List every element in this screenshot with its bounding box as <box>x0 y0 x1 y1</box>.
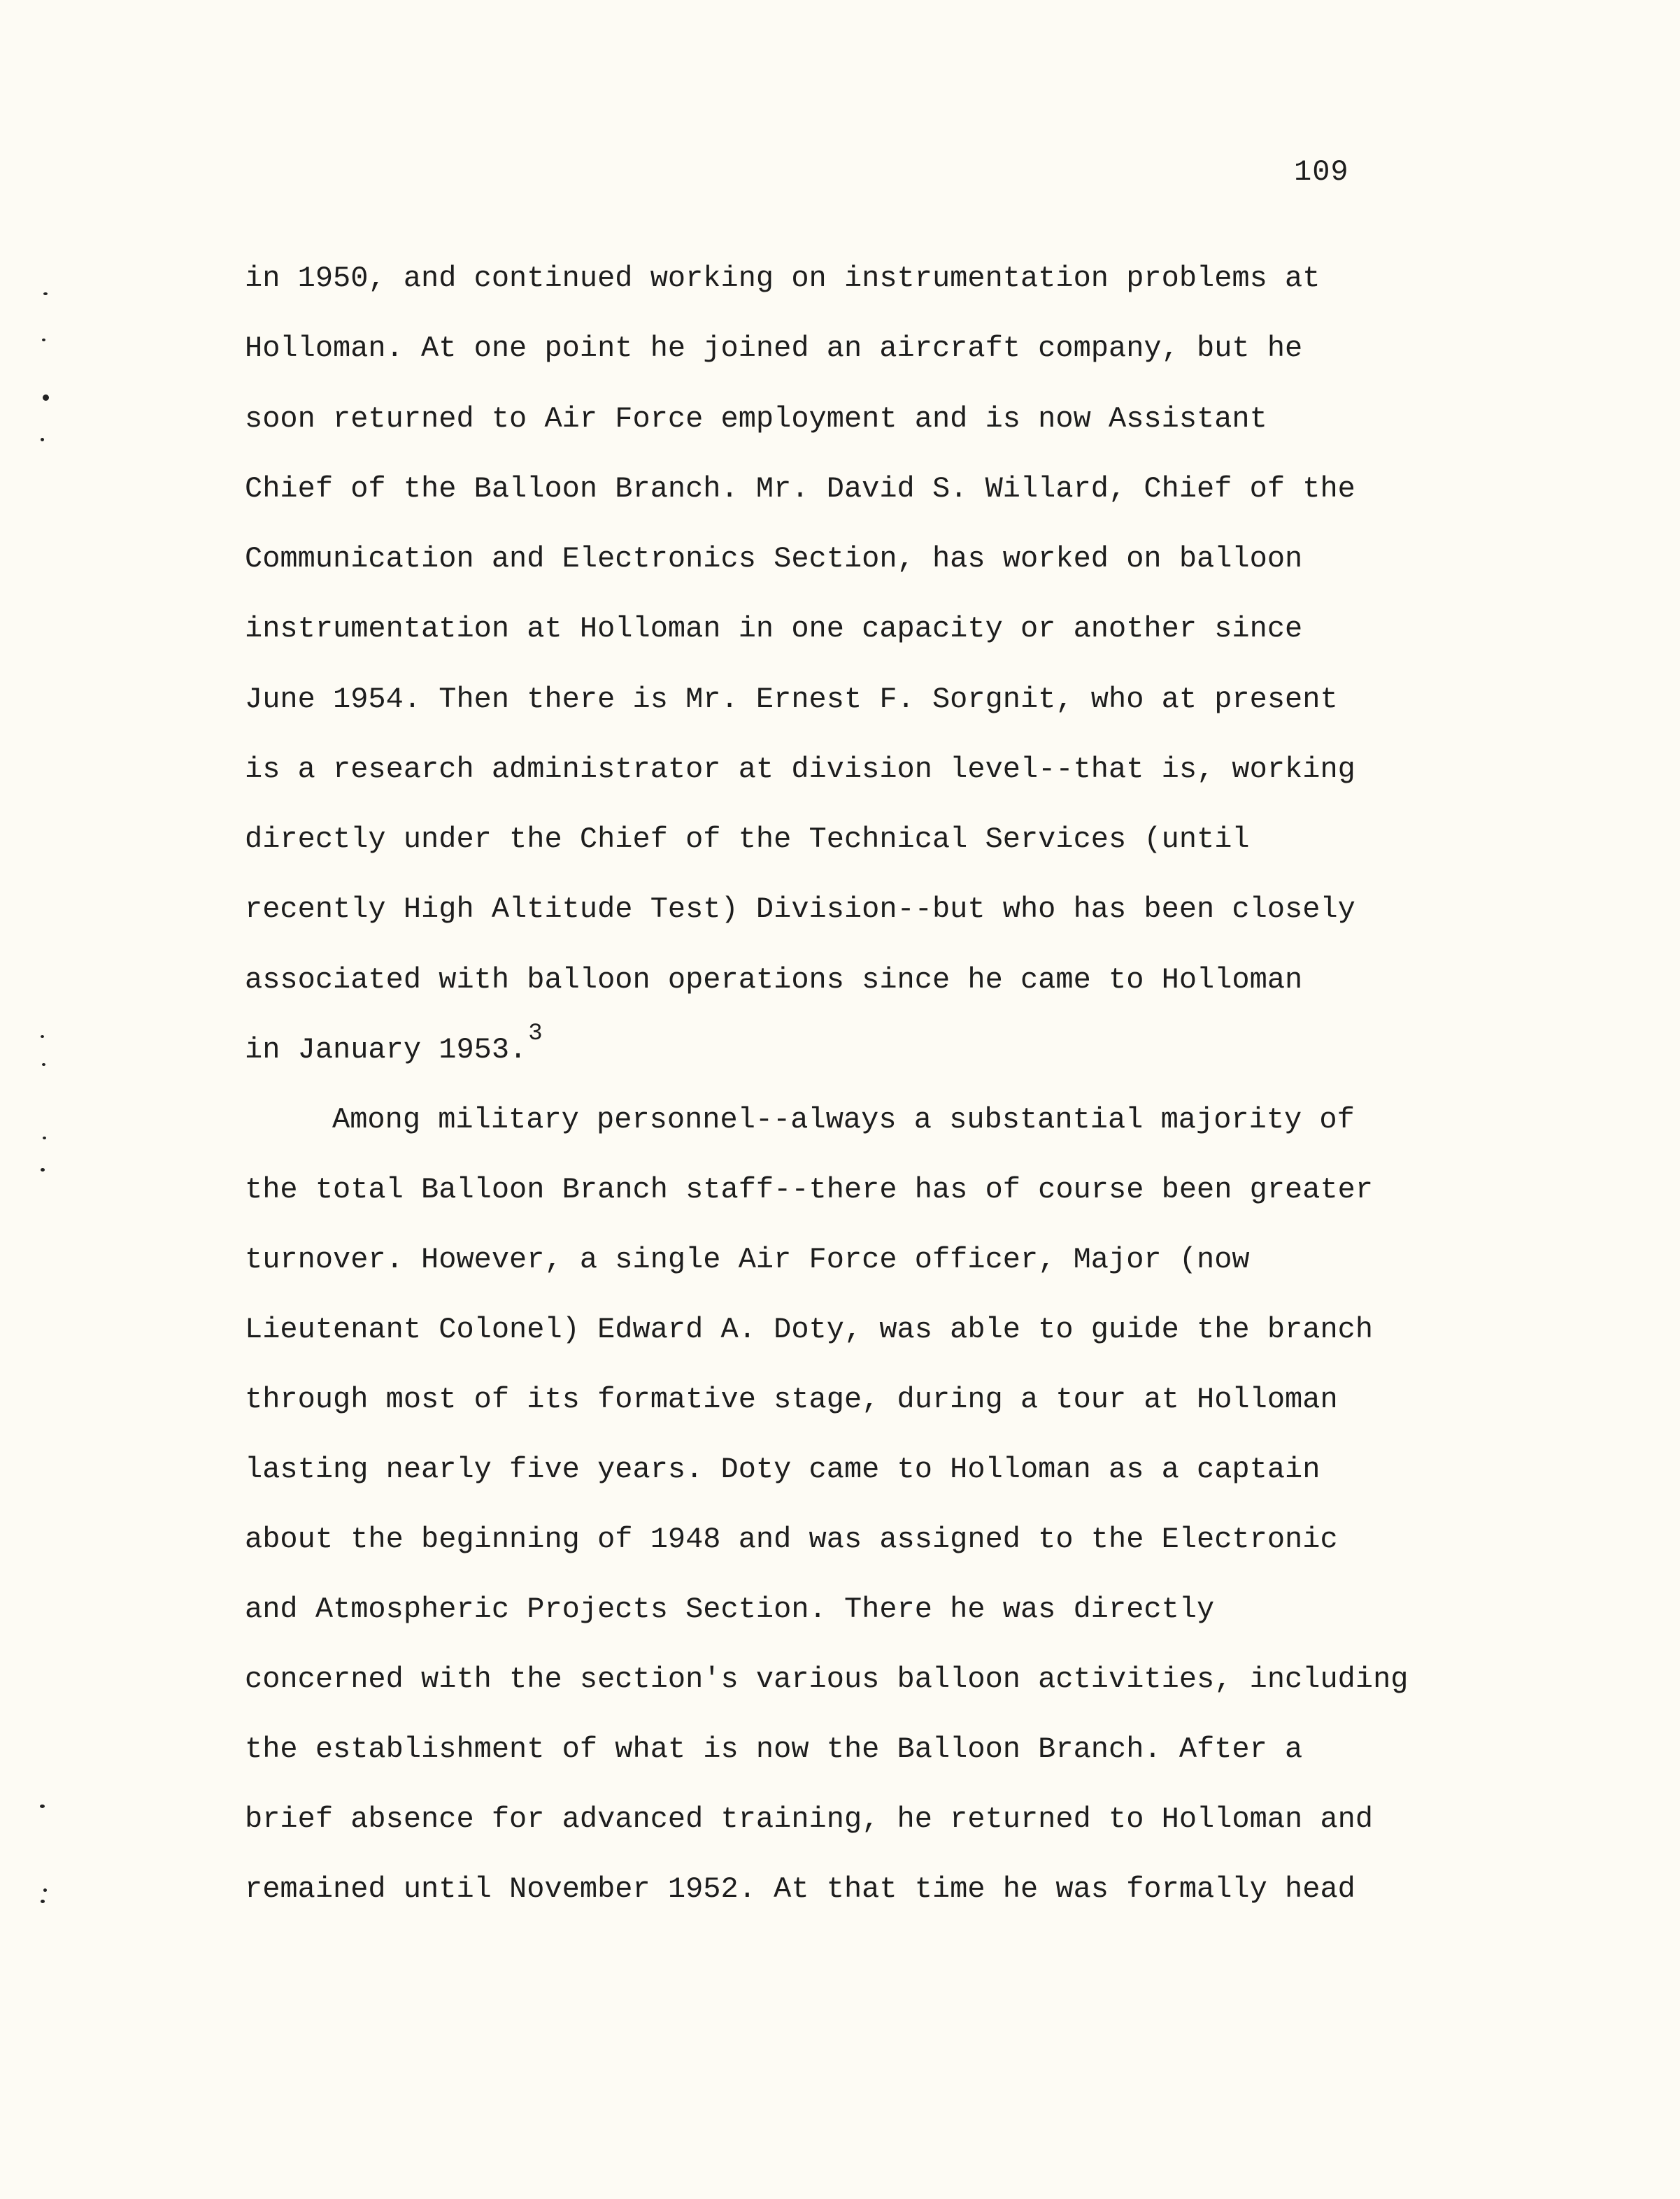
text-line: brief absence for advanced training, he returned to Holloman and <box>245 1802 1374 1836</box>
text-line: June 1954. Then there is Mr. Ernest F. Sorgnit, who at present <box>245 683 1338 716</box>
text-line: the total Balloon Branch staff--there has of course been greater <box>245 1173 1374 1207</box>
text-line: is a research administrator at division level--that is, working <box>245 753 1355 786</box>
text-line: directly under the Chief of the Technical Services (until <box>245 823 1250 856</box>
scan-speck <box>40 1805 45 1808</box>
text-line: turnover. However, a single Air Force officer, Major (now <box>245 1243 1250 1276</box>
text-line: Chief of the Balloon Branch. Mr. David S. Willard, Chief of the <box>245 472 1355 506</box>
scan-speck <box>41 1168 45 1172</box>
text-line: Holloman. At one point he joined an aircraft company, but he <box>245 332 1303 365</box>
text-line: recently High Altitude Test) Division--but who has been closely <box>245 892 1355 926</box>
text-line: concerned with the section's various balloon activities, including <box>245 1663 1409 1696</box>
scan-speck <box>43 1137 46 1139</box>
text-line: Communication and Electronics Section, has worked on balloon <box>245 542 1303 576</box>
footnote-marker: 3 <box>528 1020 543 1047</box>
text-line-with-footnote <box>245 1020 543 1069</box>
scan-speck <box>41 438 44 441</box>
scan-speck <box>43 292 48 295</box>
scan-speck <box>43 1888 47 1892</box>
text-line: Lieutenant Colonel) Edward A. Doty, was able to guide the branch <box>245 1313 1374 1346</box>
text-line: lasting nearly five years. Doty came to Holloman as a captain <box>245 1453 1320 1486</box>
page-number: 109 <box>1294 155 1349 189</box>
scan-speck <box>41 1900 45 1903</box>
scan-speck <box>42 1063 45 1066</box>
text-line: in 1950, and continued working on instrumentation problems at <box>245 262 1320 295</box>
text-line: soon returned to Air Force employment and is now Assistant <box>245 402 1267 436</box>
text-line: in January 1953. <box>245 1033 527 1067</box>
text-line: remained until November 1952. At that time he was formally head <box>245 1872 1355 1906</box>
scan-speck <box>41 1035 44 1038</box>
paragraph-first-line: Among military personnel--always a substantial majority of <box>332 1103 1355 1137</box>
text-line: through most of its formative stage, during a tour at Holloman <box>245 1383 1338 1416</box>
scan-speck <box>43 394 49 401</box>
scan-speck <box>42 339 45 341</box>
text-line: about the beginning of 1948 and was assigned to the Electronic <box>245 1523 1338 1556</box>
text-line: associated with balloon operations since he came to Holloman <box>245 963 1303 997</box>
text-line: and Atmospheric Projects Section. There he was directly <box>245 1593 1215 1626</box>
text-line: instrumentation at Holloman in one capacity or another since <box>245 612 1303 646</box>
text-line: the establishment of what is now the Balloon Branch. After a <box>245 1732 1303 1766</box>
